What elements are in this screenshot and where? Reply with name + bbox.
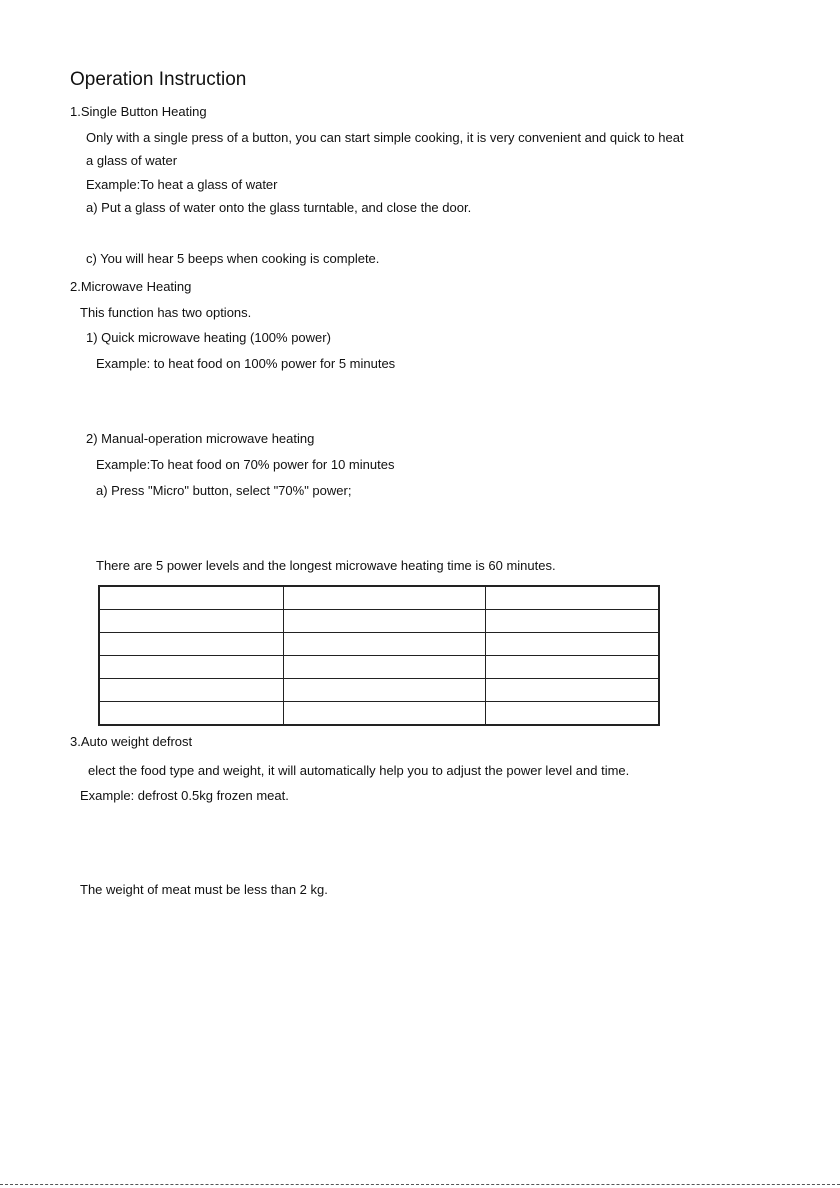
table-cell — [284, 656, 486, 679]
table-row — [99, 633, 659, 656]
section-2-power-note: There are 5 power levels and the longest microwave heating time is 60 minutes. — [96, 558, 556, 573]
table-cell — [99, 679, 284, 702]
table-cell — [99, 702, 284, 726]
table-cell — [99, 586, 284, 610]
table-cell — [284, 586, 486, 610]
table-row — [99, 702, 659, 726]
table-row — [99, 656, 659, 679]
section-2-heading: 2.Microwave Heating — [70, 279, 192, 294]
table-cell — [486, 586, 660, 610]
table-cell — [284, 702, 486, 726]
section-2-option-1: 1) Quick microwave heating (100% power) — [86, 330, 331, 345]
section-2-option-2: 2) Manual-operation microwave heating — [86, 431, 315, 446]
table-cell — [284, 610, 486, 633]
section-3-example: Example: defrost 0.5kg frozen meat. — [80, 788, 289, 803]
section-3-line-1: elect the food type and weight, it will automatically help you to adjust the power level and time. — [88, 763, 630, 778]
section-3-heading: 3.Auto weight defrost — [70, 734, 193, 749]
page-title: Operation Instruction — [70, 69, 247, 90]
table-row — [99, 610, 659, 633]
section-1-step-c: c) You will hear 5 beeps when cooking is complete. — [86, 251, 380, 266]
section-2-option-2-example: Example:To heat food on 70% power for 10 minutes — [96, 457, 395, 472]
table-cell — [99, 610, 284, 633]
table-cell — [99, 633, 284, 656]
section-1-line-2: a glass of water — [86, 153, 178, 168]
table-cell — [284, 633, 486, 656]
section-3-weight-note: The weight of meat must be less than 2 kg. — [80, 882, 328, 897]
table-cell — [486, 702, 660, 726]
table-cell — [99, 656, 284, 679]
section-1-example: Example:To heat a glass of water — [86, 177, 278, 192]
table-row — [99, 679, 659, 702]
section-1-line-1: Only with a single press of a button, you can start simple cooking, it is very convenient and quick to heat — [86, 130, 684, 145]
section-2-intro: This function has two options. — [80, 305, 252, 320]
table-cell — [284, 679, 486, 702]
section-1-heading: 1.Single Button Heating — [70, 104, 207, 119]
section-1-step-a: a) Put a glass of water onto the glass turntable, and close the door. — [86, 200, 472, 215]
section-2-option-1-example: Example: to heat food on 100% power for 5 minutes — [96, 356, 396, 371]
table-cell — [486, 656, 660, 679]
section-2-option-2-step-a: a) Press "Micro" button, select "70%" power; — [96, 483, 352, 498]
table-cell — [486, 633, 660, 656]
table-cell — [486, 610, 660, 633]
power-level-table — [98, 585, 660, 726]
table-row — [99, 586, 659, 610]
page-bottom-divider — [0, 1184, 840, 1185]
table-cell — [486, 679, 660, 702]
